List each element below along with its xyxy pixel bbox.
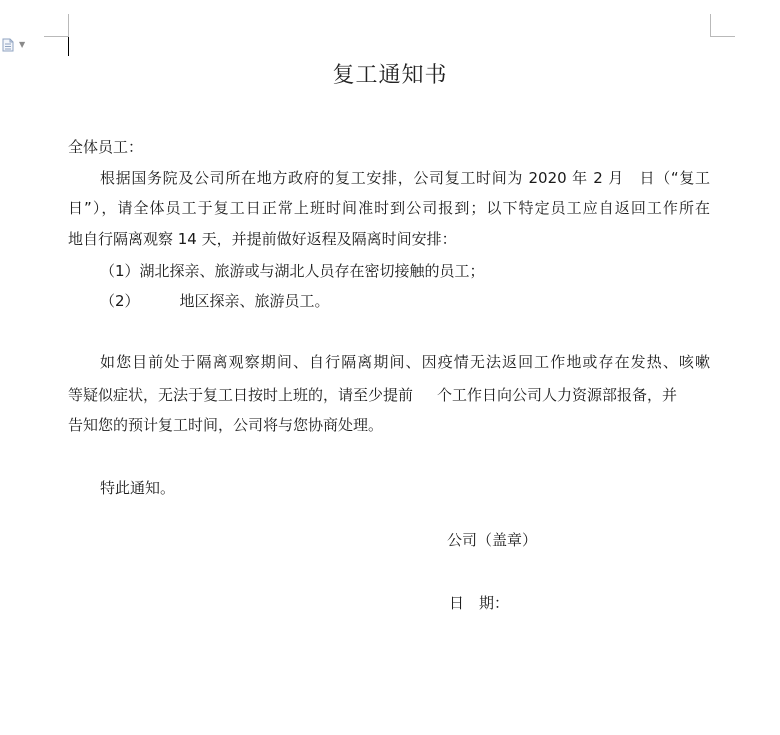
list-item-1: （1）湖北探亲、旅游或与湖北人员存在密切接触的员工； [100, 262, 485, 280]
document-icon[interactable] [2, 38, 14, 52]
paragraph-1-line-3: 地自行隔离观察 14 天，并提前做好返程及隔离时间安排： [68, 230, 457, 248]
paragraph-2-line-1: 如您目前处于隔离观察期间、自行隔离期间、因疫情无法返回工作地或存在发热、咳嗽 [100, 353, 710, 371]
paragraph-2-line-2 [68, 385, 677, 405]
paragraph-2-line-2-end: 个工作日向公司人力资源部报备，并 [437, 386, 678, 404]
document-title: 复工通知书 [332, 63, 448, 88]
date-label: 日 期： [449, 594, 510, 612]
company-seal-label: 公司（盖章） [447, 531, 538, 549]
text-cursor [68, 37, 69, 56]
caret-down-icon[interactable]: ▼ [19, 40, 26, 49]
crop-mark-top-left [44, 14, 69, 37]
paragraph-2-line-3: 告知您的预计复工时间，公司将与您协商处理。 [68, 416, 384, 434]
list-item-2-text: 地区探亲、旅游员工。 [179, 292, 330, 310]
paragraph-1-line-1: 根据国务院及公司所在地方政府的复工安排，公司复工时间为 2020 年 2 月 日（“复工 [100, 169, 710, 187]
list-item-2-number: （2） [100, 292, 140, 310]
crop-mark-top-right [710, 14, 735, 37]
paragraph-1-line-2: 日”），请全体员工于复工日正常上班时间准时到公司报到；以下特定员工应自返回工作所在 [68, 199, 710, 217]
paragraph-2-line-2-start: 等疑似症状，无法于复工日按时上班的，请至少提前 [68, 386, 414, 404]
salutation: 全体员工： [68, 138, 144, 156]
closing-text: 特此通知。 [100, 479, 176, 497]
list-item-2 [100, 291, 330, 311]
